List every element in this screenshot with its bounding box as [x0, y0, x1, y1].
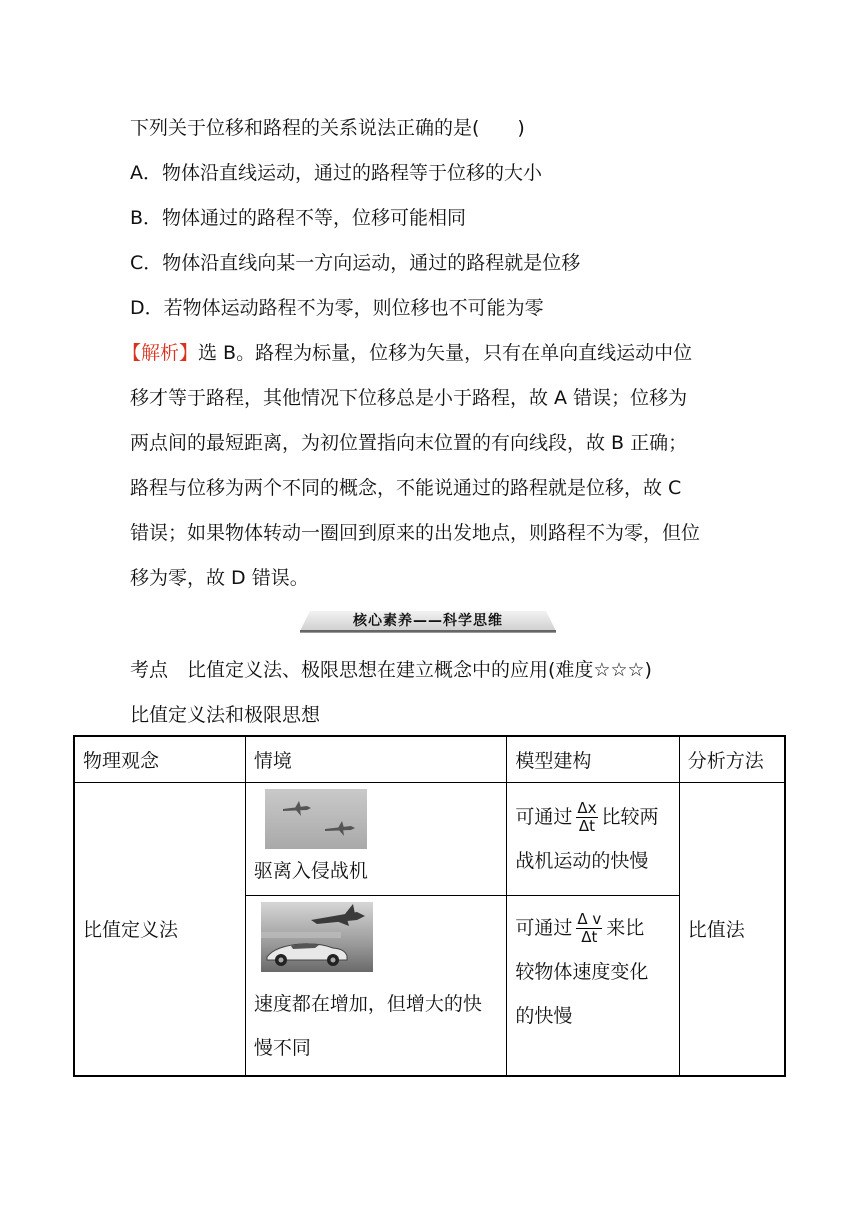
- concept-table: [73, 735, 786, 1077]
- fraction-denominator: Δt: [581, 927, 598, 946]
- model-line-1: [515, 795, 670, 839]
- analysis-line-1: [122, 341, 692, 365]
- fraction-numerator: Δx: [577, 798, 597, 817]
- analysis-line-4: 路程与位移为两个不同的概念，不能说通过的路程就是位移，故 C: [130, 477, 682, 499]
- banner-text: 核心素养——科学思维: [353, 613, 503, 629]
- table-header-row: [74, 736, 785, 782]
- fraction-denominator: Δt: [578, 816, 595, 835]
- option-a: A．物体沿直线运动，通过的路程等于位移的大小: [130, 162, 542, 184]
- scene-text-line-2: 慢不同: [253, 1036, 311, 1059]
- header-cell: 物理观念: [74, 736, 245, 782]
- model-suffix: 来比: [606, 916, 645, 939]
- model-cell: [507, 895, 679, 1076]
- analysis-line-5: 错误；如果物体转动一圈回到原来的出发地点，则路程不为零，但位: [130, 522, 701, 544]
- option-b: B．物体通过的路程不等，位移可能相同: [130, 207, 467, 229]
- header-cell: 情境: [245, 736, 506, 782]
- question-stem: 下列关于位移和路程的关系说法正确的是( ): [130, 117, 525, 139]
- car-and-jet-image: [261, 902, 373, 972]
- header-cell: 分析方法: [679, 736, 785, 782]
- table-row: [74, 782, 785, 895]
- model-suffix: 比较两: [601, 805, 659, 828]
- section-subheading: 比值定义法和极限思想: [130, 704, 321, 726]
- scene-cell: [245, 895, 506, 1076]
- model-line-1: [515, 906, 670, 950]
- fraction: [576, 911, 602, 946]
- model-line-2: 战机运动的快慢: [515, 849, 649, 872]
- analysis-line-3: 两点间的最短距离，为初位置指向末位置的有向线段，故 B 正确；: [130, 432, 688, 454]
- option-c: C．物体沿直线向某一方向运动，通过的路程就是位移: [130, 252, 581, 274]
- scene-cell: [245, 782, 506, 895]
- option-d: D．若物体运动路程不为零，则位移也不可能为零: [130, 297, 544, 319]
- analysis-text: 选 B。路程为标量，位移为矢量，只有在单向直线运动中位: [198, 342, 693, 364]
- section-heading: 考点 比值定义法、极限思想在建立概念中的应用(难度☆☆☆): [130, 659, 652, 681]
- analysis-tag: 【解析】: [122, 342, 199, 364]
- model-prefix: 可通过: [515, 916, 573, 939]
- model-line-3: 的快慢: [515, 1004, 573, 1027]
- fraction: [576, 800, 597, 835]
- concept-cell: 比值定义法: [74, 782, 245, 1076]
- header-cell: 模型建构: [507, 736, 679, 782]
- fraction-numerator: Δ v: [577, 909, 602, 928]
- model-line-2: 较物体速度变化: [515, 960, 649, 983]
- scene-text: 驱离入侵战机: [253, 859, 368, 882]
- scene-text-line-1: 速度都在增加，但增大的快: [253, 992, 482, 1015]
- method-cell: 比值法: [679, 782, 785, 1076]
- model-cell: [507, 782, 679, 895]
- fighter-jets-image: [265, 789, 367, 849]
- analysis-line-2: 移才等于路程，其他情况下位移总是小于路程，故 A 错误；位移为: [130, 387, 688, 409]
- analysis-line-6: 移为零，故 D 错误。: [130, 567, 309, 589]
- section-banner: [300, 609, 556, 633]
- model-prefix: 可通过: [515, 805, 573, 828]
